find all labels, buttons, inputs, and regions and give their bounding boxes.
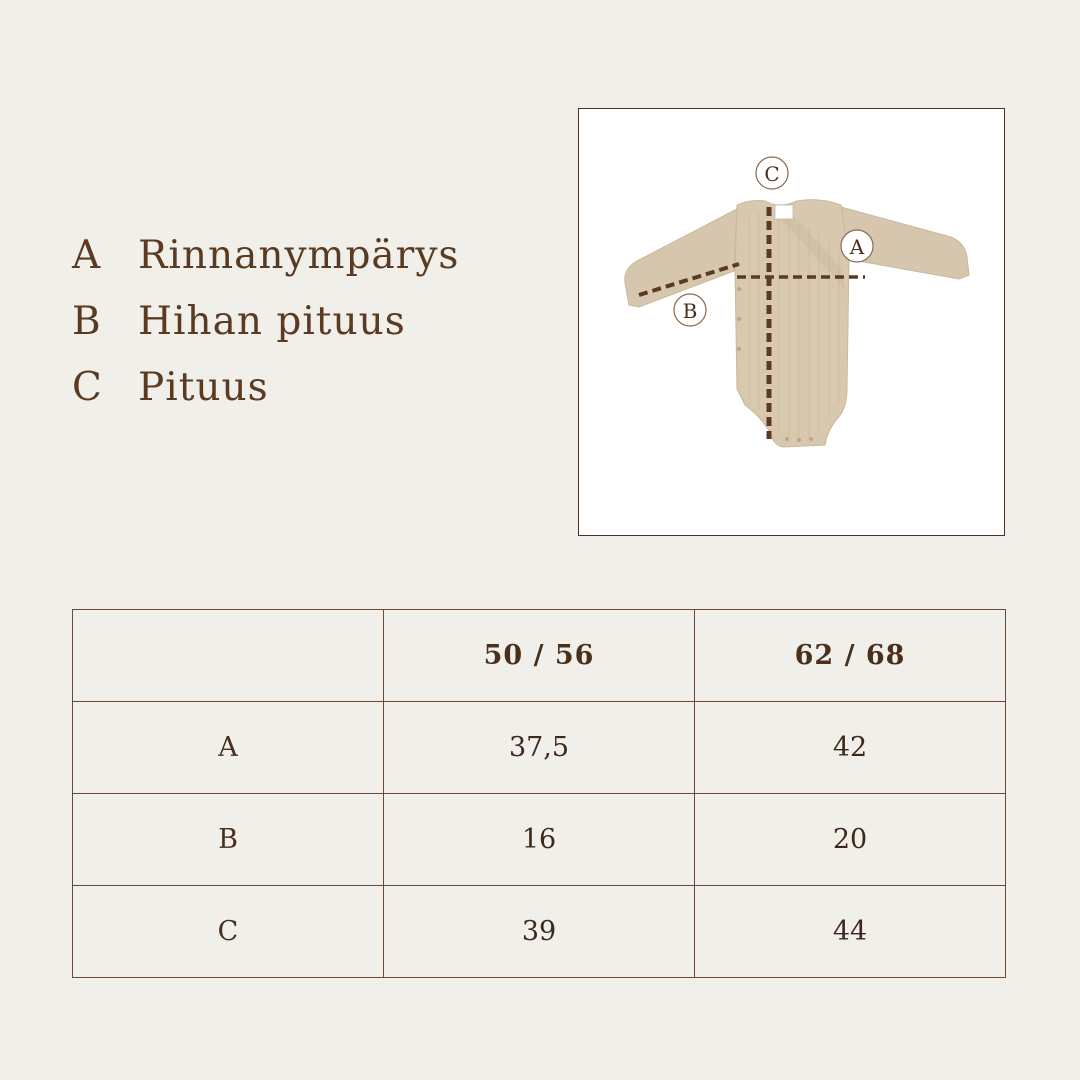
legend-label: Rinnanympärys [138, 232, 460, 278]
marker-a-label: A [849, 235, 865, 259]
size-table [72, 609, 1006, 978]
bodysuit-garment [625, 200, 969, 447]
table-cell: 44 [695, 886, 1006, 978]
table-header-cell: 62 / 68 [695, 610, 1006, 702]
measurement-legend [72, 222, 459, 420]
marker-c-label: C [764, 162, 780, 186]
legend-label: Hihan pituus [138, 298, 406, 344]
table-cell: 37,5 [384, 702, 695, 794]
table-header-row [73, 610, 1006, 702]
product-photo [578, 108, 1005, 536]
table-row [73, 794, 1006, 886]
marker-a [841, 230, 873, 262]
marker-c [756, 157, 788, 189]
bodysuit-illustration [579, 109, 1004, 535]
legend-item-c [72, 354, 459, 420]
legend-letter: B [72, 298, 102, 344]
marker-b [674, 294, 706, 326]
table-cell: 16 [384, 794, 695, 886]
legend-letter: A [72, 232, 102, 278]
table-cell: 39 [384, 886, 695, 978]
legend-item-a [72, 222, 459, 288]
table-row [73, 886, 1006, 978]
table-cell: 20 [695, 794, 1006, 886]
table-row [73, 702, 1006, 794]
marker-b-label: B [682, 299, 698, 323]
row-label: C [73, 886, 384, 978]
table-header-cell [73, 610, 384, 702]
legend-letter: C [72, 364, 103, 410]
row-label: B [73, 794, 384, 886]
legend-label: Pituus [138, 364, 269, 410]
row-label: A [73, 702, 384, 794]
legend-item-b [72, 288, 459, 354]
table-header-cell: 50 / 56 [384, 610, 695, 702]
table-cell: 42 [695, 702, 1006, 794]
